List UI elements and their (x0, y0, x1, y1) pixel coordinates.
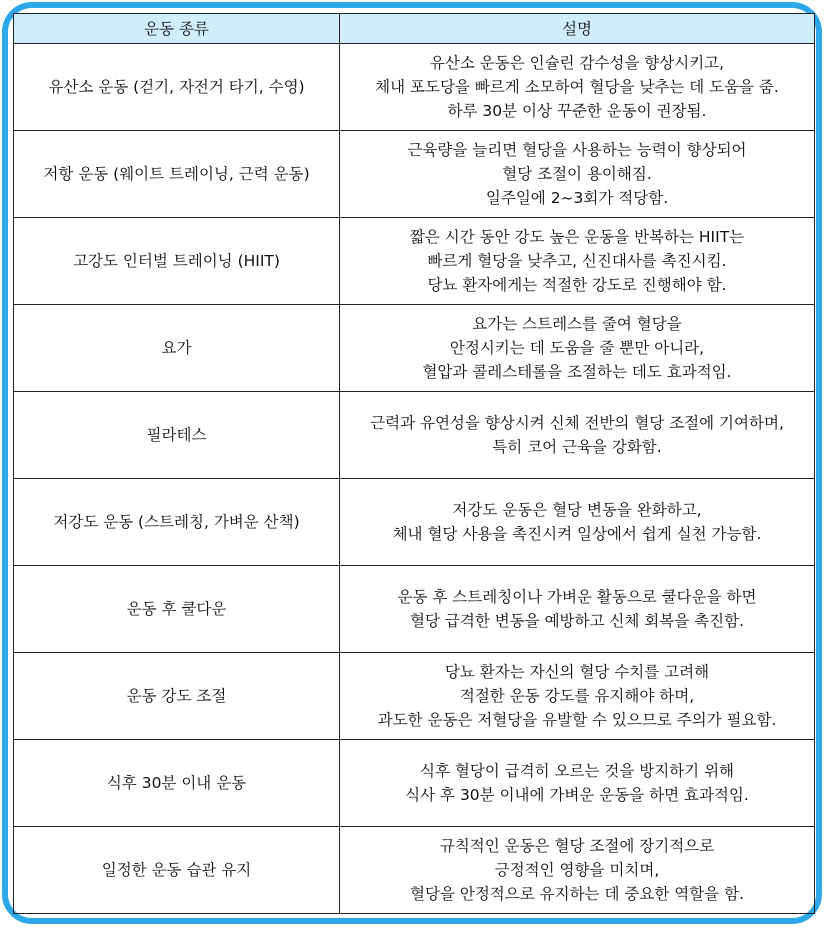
description-line: 빠르게 혈당을 낮추고, 신진대사를 촉진시킴. (427, 252, 727, 270)
table-row (14, 827, 815, 914)
description-line: 당뇨 환자에게는 적절한 강도로 진행해야 함. (427, 276, 727, 294)
description-line: 유산소 운동은 인슐린 감수성을 향상시키고, (429, 54, 725, 72)
description-line: 일주일에 2~3회가 적당함. (485, 189, 669, 207)
exercise-description-cell (340, 566, 815, 653)
table-header-row (14, 14, 815, 44)
table-row (14, 653, 815, 740)
table-row (14, 392, 815, 479)
description-line: 특히 코어 근육을 강화함. (492, 438, 662, 456)
description-line: 근육량을 늘리면 혈당을 사용하는 능력이 향상되어 (407, 141, 747, 159)
table-row (14, 131, 815, 218)
exercise-description-cell (340, 218, 815, 305)
description-line: 긍정적인 영향을 미치며, (494, 861, 660, 879)
description-line: 체내 혈당 사용을 촉진시켜 일상에서 쉽게 실천 가능함. (392, 525, 762, 543)
description-line: 식사 후 30분 이내에 가벼운 운동을 하면 효과적임. (405, 786, 749, 804)
description-line: 혈당을 안정적으로 유지하는 데 중요한 역할을 함. (410, 885, 744, 903)
exercise-type-cell: 운동 후 쿨다운 (14, 566, 340, 653)
exercise-description-cell (340, 131, 815, 218)
exercise-type-cell: 필라테스 (14, 392, 340, 479)
exercise-type-cell: 일정한 운동 습관 유지 (14, 827, 340, 914)
exercise-description-cell (340, 392, 815, 479)
exercise-table (13, 13, 815, 914)
description-line: 과도한 운동은 저혈당을 유발할 수 있으므로 주의가 필요함. (377, 711, 777, 729)
description-line: 근력과 유연성을 향상시켜 신체 전반의 혈당 조절에 기여하며, (370, 414, 784, 432)
exercise-type-cell: 식후 30분 이내 운동 (14, 740, 340, 827)
column-header-description: 설명 (340, 14, 815, 44)
exercise-description-cell (340, 305, 815, 392)
exercise-type-cell: 저항 운동 (웨이트 트레이닝, 근력 운동) (14, 131, 340, 218)
exercise-description-cell (340, 653, 815, 740)
description-line: 당뇨 환자는 자신의 혈당 수치를 고려해 (444, 663, 710, 681)
description-line: 운동 후 스트레칭이나 가벼운 활동으로 쿨다운을 하면 (397, 588, 757, 606)
description-line: 안정시키는 데 도움을 줄 뿐만 아니라, (449, 339, 705, 357)
exercise-description-cell (340, 827, 815, 914)
exercise-type-cell: 요가 (14, 305, 340, 392)
description-line: 식후 혈당이 급격히 오르는 것을 방지하기 위해 (419, 762, 735, 780)
description-line: 하루 30분 이상 꾸준한 운동이 권장됨. (447, 102, 707, 120)
table-row (14, 740, 815, 827)
column-header-type: 운동 종류 (14, 14, 340, 44)
description-line: 규칙적인 운동은 혈당 조절에 장기적으로 (439, 837, 715, 855)
exercise-description-cell (340, 479, 815, 566)
exercise-type-cell: 유산소 운동 (걷기, 자전거 타기, 수영) (14, 44, 340, 131)
table-row (14, 44, 815, 131)
description-line: 적절한 운동 강도를 유지해야 하며, (459, 687, 695, 705)
description-line: 혈당 조절이 용이해짐. (502, 165, 652, 183)
exercise-type-cell: 고강도 인터벌 트레이닝 (HIIT) (14, 218, 340, 305)
description-line: 저강도 운동은 혈당 변동을 완화하고, (452, 501, 702, 519)
table-row (14, 566, 815, 653)
table-body (14, 44, 815, 914)
table-row (14, 305, 815, 392)
exercise-description-cell (340, 740, 815, 827)
description-line: 요가는 스트레스를 줄여 혈당을 (472, 315, 682, 333)
table-row (14, 218, 815, 305)
description-line: 혈당 급격한 변동을 예방하고 신체 회복을 촉진함. (410, 612, 744, 630)
exercise-table-container (13, 13, 814, 916)
table-row (14, 479, 815, 566)
description-line: 혈압과 콜레스테롤을 조절하는 데도 효과적임. (422, 363, 732, 381)
exercise-type-cell: 저강도 운동 (스트레칭, 가벼운 산책) (14, 479, 340, 566)
exercise-description-cell (340, 44, 815, 131)
exercise-type-cell: 운동 강도 조절 (14, 653, 340, 740)
description-line: 체내 포도당을 빠르게 소모하여 혈당을 낮추는 데 도움을 줌. (375, 78, 779, 96)
description-line: 짧은 시간 동안 강도 높은 운동을 반복하는 HIIT는 (409, 228, 745, 246)
